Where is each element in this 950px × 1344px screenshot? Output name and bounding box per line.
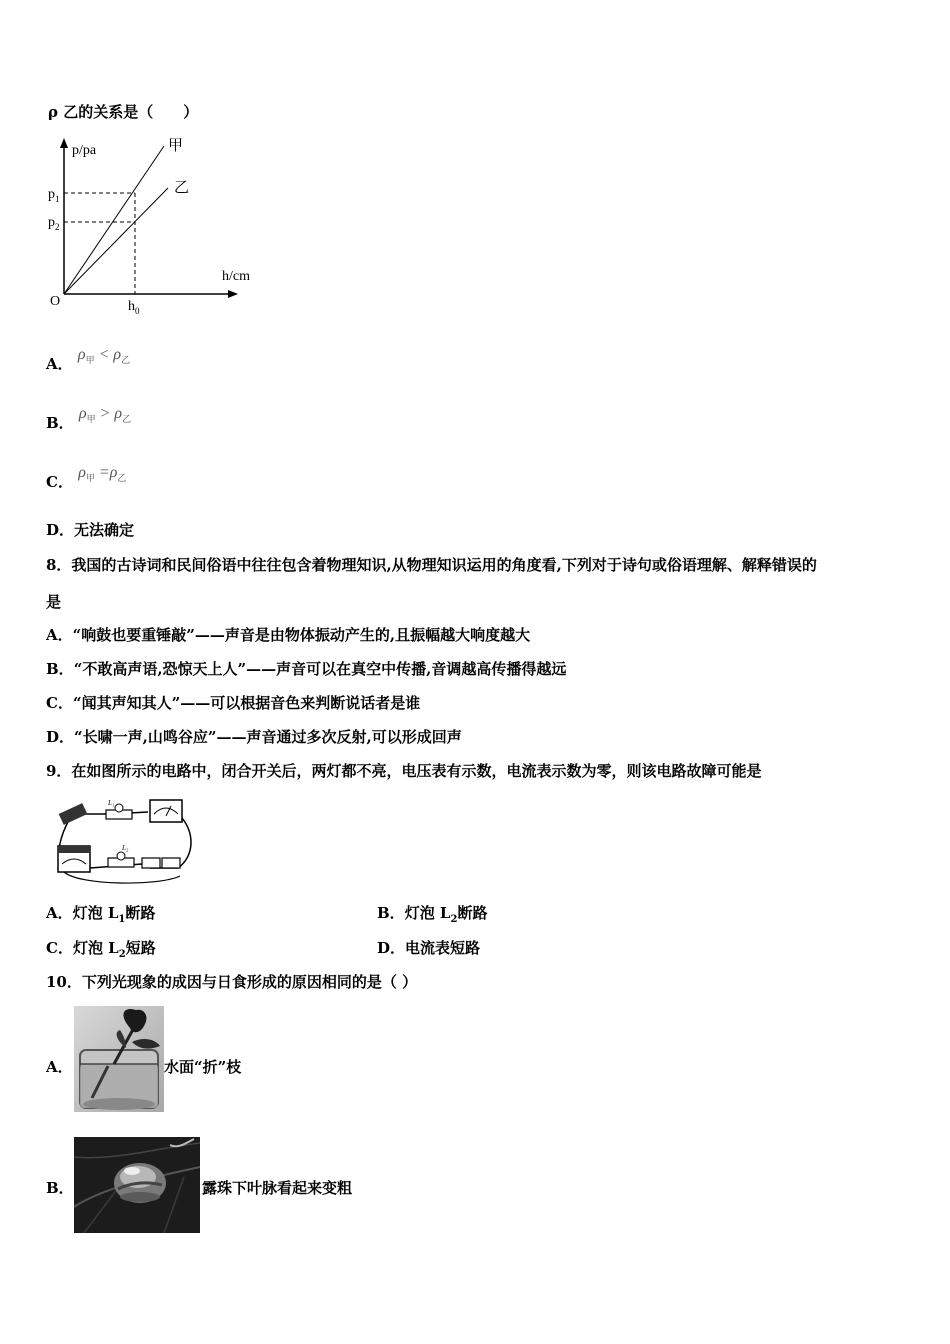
q8-stem-line2: 是 — [46, 593, 62, 611]
voltmeter-icon — [150, 800, 182, 822]
line-jia — [64, 146, 164, 294]
q10-option-b-image — [74, 1137, 200, 1233]
line-yi-label: 乙 — [174, 178, 190, 196]
q10-stem: 10．下列光现象的成因与日食形成的原因相同的是（ ） — [46, 973, 418, 991]
line-yi — [64, 188, 168, 294]
q9-stem: 9．在如图所示的电路中，闭合开关后，两灯都不亮，电压表有示数，电流表示数为零，则该电路故障可能是 — [46, 762, 762, 780]
svg-text:L₁: L₁ — [108, 799, 115, 807]
q10-option-b-text: 露珠下叶脉看起来变粗 — [202, 1179, 353, 1197]
x-axis-arrow — [228, 290, 238, 298]
q9-option-c: C．灯泡 $L_2$短路 — [46, 939, 156, 960]
q7-option-b: B． $\rho_甲 > \rho_乙$ — [46, 405, 132, 432]
switch-icon — [59, 803, 88, 825]
q9-option-b: B．灯泡 $L_2$断路 — [377, 904, 488, 925]
q7-pressure-depth-graph — [40, 132, 280, 322]
q7-option-c: C． $\rho_甲 =\rho_乙$ — [46, 464, 127, 491]
h0-label: $h_0$ — [128, 299, 140, 316]
q10-option-a-text: 水面“折”枝 — [164, 1058, 242, 1076]
q10-option-a-label: A． — [46, 1058, 73, 1076]
q9-option-a: A．灯泡 $L_1$断路 — [46, 904, 156, 925]
q8-option-a: A．“响鼓也要重锤敲”——声音是由物体振动产生的,且振幅越大响度越大 — [46, 626, 531, 644]
x-axis-label: h/cm — [222, 269, 250, 284]
q7-option-d: D．无法确定 — [46, 521, 135, 539]
p1-label: $p_1$ — [48, 187, 60, 204]
y-axis-label: p/pa — [72, 143, 97, 158]
line-jia-label: 甲 — [168, 136, 184, 154]
q9-circuit-diagram — [50, 796, 200, 886]
svg-text:L₂: L₂ — [122, 844, 129, 852]
origin-label: O — [50, 294, 61, 309]
y-axis-arrow — [60, 138, 68, 148]
q8-option-c: C．“闻其声知其人”——可以根据音色来判断说话者是谁 — [46, 694, 421, 712]
q8-stem-line1: 8．我国的古诗词和民间俗语中往往包含着物理知识,从物理知识运用的角度看,下列对于诗句或俗语理解、解释错误的 — [46, 556, 817, 574]
battery-icon — [142, 858, 160, 868]
p2-label: $p_2$ — [48, 215, 60, 232]
q9-option-d: D．电流表短路 — [377, 939, 481, 957]
q8-option-d: D．“长啸一声,山鸣谷应”——声音通过多次反射,可以形成回声 — [46, 728, 462, 746]
q7-option-a: A． $\rho_甲 < \rho_乙$ — [46, 346, 131, 373]
q7-stem-tail: ρ 乙的关系是（ ） — [48, 103, 199, 121]
q10-option-a-image — [74, 1006, 164, 1112]
q8-option-b: B．“不敢高声语,恐惊天上人”——声音可以在真空中传播,音调越高传播得越远 — [46, 660, 567, 678]
q10-option-b-label: B． — [46, 1179, 74, 1197]
